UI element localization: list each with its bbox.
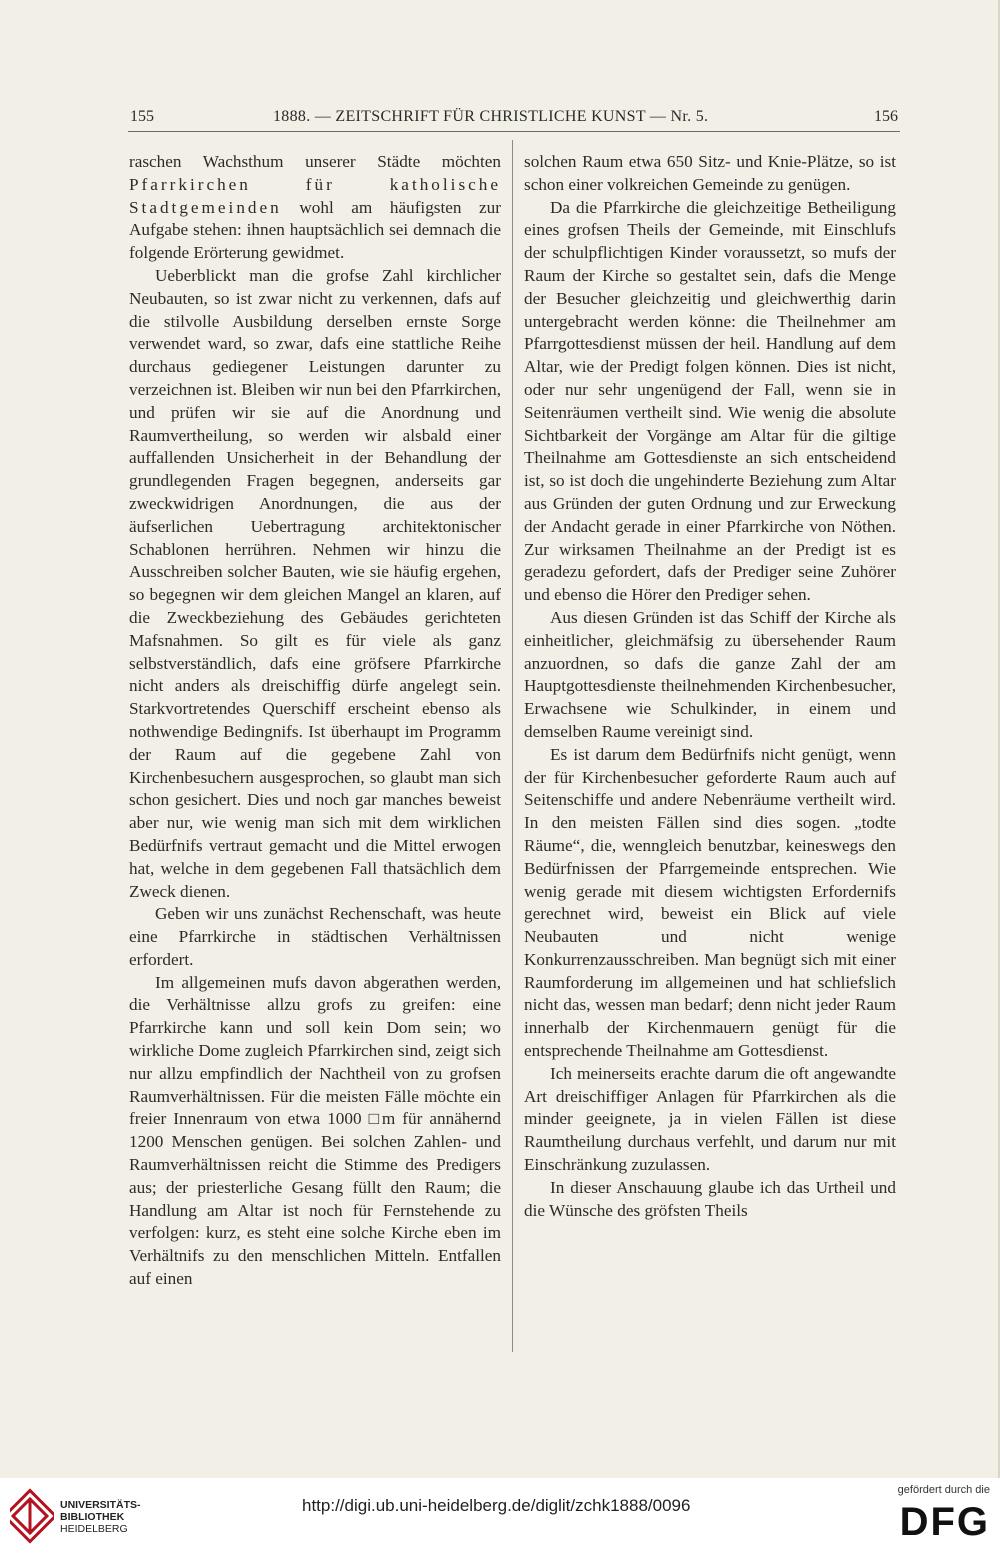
column-divider [512, 140, 513, 1352]
paragraph: Ueberblickt man die grofse Zahl kirchlicher Neubauten, so ist zwar nicht zu verkennen, dafs auf die stilvolle Ausbildung derselben ernste Sorge verwendet ward, so zwar, dafs eine stattliche Reihe durchaus gediegener Leistungen darunter zu verzeichnen ist. Bleiben wir nun bei den Pfarrkirchen, und prüfen wir sie auf die Anordnung und Raumvertheilung, so werden wir alsbald einer auffallenden Unsicherheit in der Behandlung der grundlegenden Fragen begegnen, anderseits gar zweckwidrigen Anordnungen, die aus der äufserlichen Uebertragung architektonischer Schablonen herrühren. Nehmen wir hinzu die Ausschreiben solcher Bauten, wie sie häufig ergehen, so begegnen wir dem gleichen Mangel an klaren, auf die Zweckbeziehung des Gebäudes gerichteten Mafsnahmen. So gilt es für viele als ganz selbstverständlich, dafs eine gröfsere Pfarrkirche nicht anders als dreischiffig dürfe angelegt sein. Starkvortretendes Querschiff erscheint ebenso als nothwendige Bedingnifs. Ist überhaupt im Programm der Raum auf die gegebene Zahl von Kirchenbesuchern ausgesprochen, so glaubt man sich schon gesichert. Dies und noch gar manches beweist aber nur, wie wenig man sich mit dem wirklichen Bedürfnifs vertraut gemacht und die Mittel erwogen hat, welche in dem gegebenen Fall thatsächlich dem Zweck dienen. [129, 265, 501, 901]
library-name-line3: HEIDELBERG [60, 1523, 128, 1535]
paragraph: raschen Wachsthum unserer Städte möchten Pfarrkirchen für katholische Stadtgemeinden wohl am häufigsten zur Aufgabe stehen: ihnen hauptsächlich sei demnach die folgende Erörterung gewidmet. [129, 152, 502, 263]
library-name-line1: UNIVERSITÄTS- [60, 1499, 141, 1511]
paragraph: Es ist darum dem Bedürfnifs nicht genügt, wenn der für Kirchenbesucher geforderte Raum auch auf Seitenschiffe und andere Nebenräume vertheilt wird. In den meisten Fällen sind dies sogen. „todte Räume“, die, wenngleich benutzbar, keineswegs den Bedürfnissen der Pfarrgemeinde entsprechen. Wie wenig gerade mit diesem wichtigsten Erfordernifs gerechnet wird, beweist ein Blick auf viele Neubauten und nicht wenige Konkurrenzausschreiben. Man begnügt sich mit einer Raumforderung im allgemeinen und hat schliefslich nicht das, wessen man bedarf; denn nicht jeder Raum innerhalb der Kirchenmauern genügt für die entsprechende Theilnahme am Gottesdienst. [524, 744, 896, 1061]
journal-title: 1888. — ZEITSCHRIFT FÜR CHRISTLICHE KUNST — Nr. 5. [273, 108, 709, 125]
paragraph: Da die Pfarrkirche die gleichzeitige Betheiligung eines grofsen Theils der Gemeinde, mit Einschlufs der schulpflichtigen Kinder voraussetzt, so mufs der Raum der Kirche so gestaltet sein, dafs die Menge der Besucher gleichzeitig und gleichwerthig darin untergebracht werden könne: die Theilnehmer am Pfarrgottesdienst müssen der heil. Handlung auf dem Altar, wie der Predigt folgen können. Dies ist nicht, oder nur sehr ungenügend der Fall, wenn sie in Seitenräumen vertheilt sind. Wie wenig die absolute Sichtbarkeit der Vorgänge am Altar für die giltige Theilnahme am Gottesdienste an sich entscheidend ist, so ist doch die ungehinderte Beziehung zum Altar aus Gründen der guten Ordnung und zur Erweckung der Andacht gerade in einer Pfarrkirche von Nöthen. Zur wirksamen Theilnahme an der Predigt ist es geradezu gefordert, dafs der Prediger seine Zuhörer und ebenso die Hörer den Prediger sehen. [524, 197, 896, 605]
paragraph: Geben wir uns zunächst Rechenschaft, was heute eine Pfarrkirche in städtischen Verhältnissen erfordert. [129, 904, 501, 969]
funding-caption: gefördert durch die [897, 1484, 990, 1496]
page-number-right: 156 [874, 108, 898, 125]
right-column [524, 151, 896, 1222]
dfg-logo[interactable] [880, 1484, 990, 1550]
left-column [129, 151, 501, 1291]
paragraph: Ich meinerseits erachte darum die oft angewandte Art dreischiffiger Anlagen für Pfarrkirchen als die minder geeignete, ja in vielen Fällen ist diese Raumtheilung durchaus verfehlt, und darum nur mit Einschränkung zuzulassen. [524, 1063, 896, 1175]
paragraph: In dieser Anschauung glaube ich das Urtheil und die Wünsche des gröfsten Theils [524, 1177, 896, 1220]
permalink[interactable]: http://digi.ub.uni-heidelberg.de/diglit/zchk1888/0096 [302, 1496, 691, 1515]
library-emblem-icon [10, 1488, 54, 1544]
page-number-left: 155 [130, 108, 154, 125]
library-name-line2: BIBLIOTHEK [60, 1511, 125, 1523]
paragraph: solchen Raum etwa 650 Sitz- und Knie-Plätze, so ist schon einer volkreichen Gemeinde zu genügen. [524, 152, 896, 194]
library-logo[interactable] [10, 1488, 170, 1544]
dfg-wordmark: DFG [899, 1500, 990, 1544]
running-header [128, 108, 900, 132]
paragraph: Im allgemeinen mufs davon abgerathen werden, die Verhältnisse allzu grofs zu greifen: eine Pfarrkirche kann und soll kein Dom sein; wo wirkliche Dome zugleich Pfarrkirchen sind, zeigt sich nur allzu empfindlich der Nachtheil von zu grofsen Raumverhältnissen. Für die meisten Fälle möchte ein freier Innenraum von etwa 1000 □m für annähernd 1200 Menschen genügen. Bei solchen Zahlen- und Raumverhältnissen reicht die Stimme des Predigers aus; der priesterliche Gesang füllt den Raum; die Handlung am Altar ist noch für Fernstehende zu verfolgen: kurz, es steht eine solche Kirche eben im Verhältnifs zu den menschlichen Mitteln. Entfallen auf einen [129, 972, 501, 1289]
footer-bar [0, 1478, 1000, 1554]
paragraph: Aus diesen Gründen ist das Schiff der Kirche als einheitlicher, gleichmäfsig zu übersehender Raum anzuordnen, so dafs die ganze Zahl der am Hauptgottesdienste theilnehmenden Kirchenbesucher, Erwachsene wie Schulkinder, in einem und demselben Raume vereinigt sind. [524, 607, 896, 741]
